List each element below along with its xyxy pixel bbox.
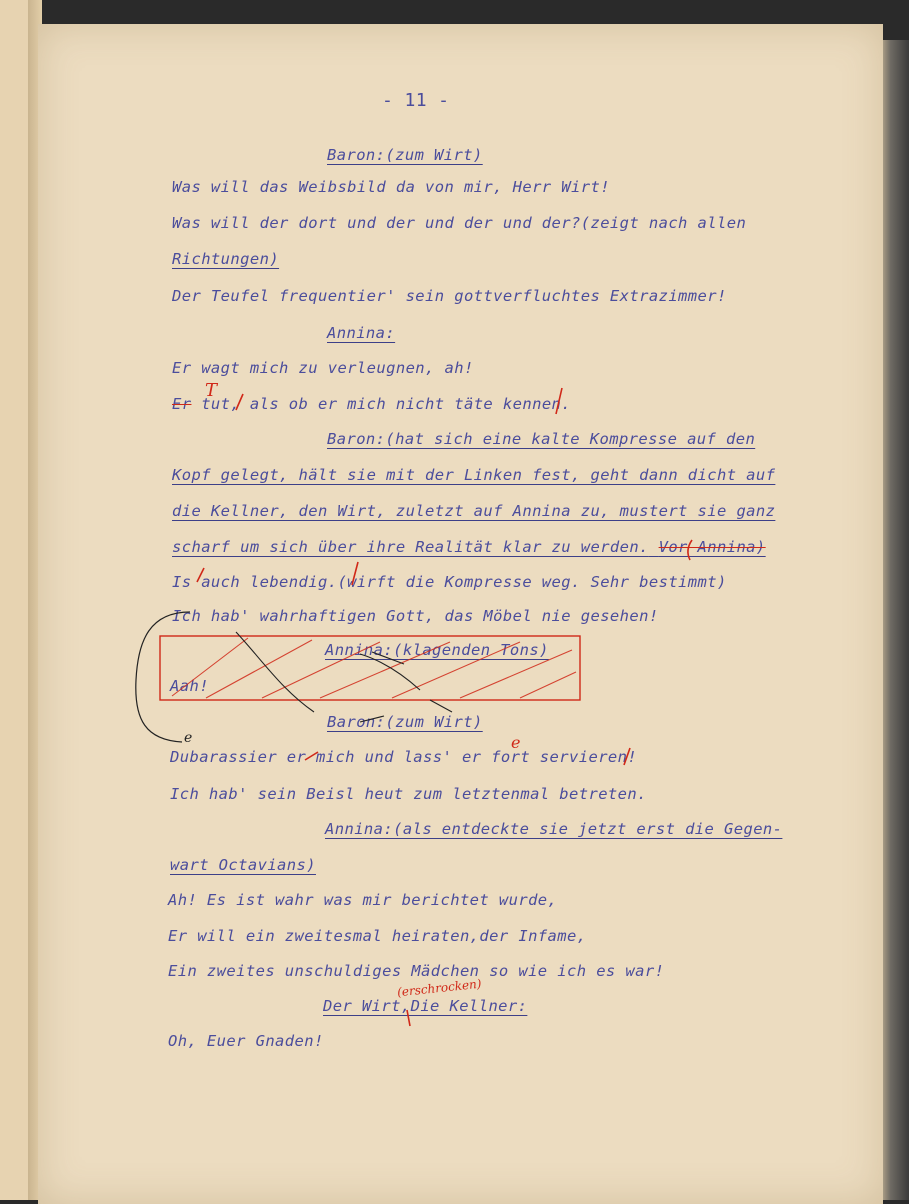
text-line: Was will das Weibsbild da von mir, Herr Wirt! xyxy=(172,178,610,196)
line-text: scharf um sich über ihre Realität klar zu werden. xyxy=(172,538,649,556)
struck-word: Er xyxy=(172,395,192,413)
text-line-corrected xyxy=(172,395,571,413)
text-line: Ich hab' sein Beisl heut zum letztenmal betreten. xyxy=(170,785,647,803)
text-line: Oh, Euer Gnaden! xyxy=(168,1032,324,1050)
speaker-baron-1: Baron:(zum Wirt) xyxy=(327,146,483,164)
text-line: Er will ein zweitesmal heiraten,der Infame, xyxy=(168,927,587,945)
text-line: Der Teufel frequentier' sein gottverfluchtes Extrazimmer! xyxy=(172,287,727,305)
line-text: tut, als ob er mich nicht täte kennen. xyxy=(201,395,572,413)
speaker-annina-2: Annina:(als entdeckte sie jetzt erst die Gegen- xyxy=(325,820,783,838)
speaker-wirt-kellner: Der Wirt,Die Kellner: xyxy=(323,997,528,1015)
speaker-baron-3: Baron:(zum Wirt) xyxy=(327,713,483,731)
text-line: Ah! Es ist wahr was mir berichtet wurde, xyxy=(168,891,558,909)
speaker-annina-1: Annina: xyxy=(327,324,396,342)
page-number: - 11 - xyxy=(382,90,450,111)
correction-e-red: e xyxy=(511,733,521,752)
text-line: Ein zweites unschuldiges Mädchen so wie ich es war! xyxy=(168,962,665,980)
struck-text: Vor Annina) xyxy=(658,538,766,556)
erschrocken-annotation: (erschrocken) xyxy=(396,976,483,1000)
stage-direction: die Kellner, den Wirt, zuletzt auf Annina zu, mustert sie ganz xyxy=(172,502,776,520)
stage-direction xyxy=(172,538,766,556)
text-line-deleted: Aah! xyxy=(170,677,209,695)
text-line: Dubarassier er mich und lass' er fort servieren! xyxy=(170,748,638,766)
stage-direction: wart Octavians) xyxy=(170,856,316,874)
text-line: Er wagt mich zu verleugnen, ah! xyxy=(172,359,474,377)
speaker-annina-deleted: Annina:(klagenden Tons) xyxy=(325,641,549,659)
text-line: Is auch lebendig.(wirft die Kompresse weg. Sehr bestimmt) xyxy=(172,573,727,591)
text-line: Ich hab' wahrhaftigen Gott, das Möbel nie gesehen! xyxy=(172,607,659,625)
text-line: Was will der dort und der und der und der?(zeigt nach allen xyxy=(172,214,747,232)
speaker-baron-2: Baron:(hat sich eine kalte Kompresse auf den xyxy=(327,430,756,448)
correction-e-black: e xyxy=(184,730,193,746)
correction-t: T xyxy=(205,380,218,401)
stage-direction: Richtungen) xyxy=(172,250,280,268)
stage-direction: Kopf gelegt, hält sie mit der Linken fest, geht dann dicht auf xyxy=(172,466,776,484)
